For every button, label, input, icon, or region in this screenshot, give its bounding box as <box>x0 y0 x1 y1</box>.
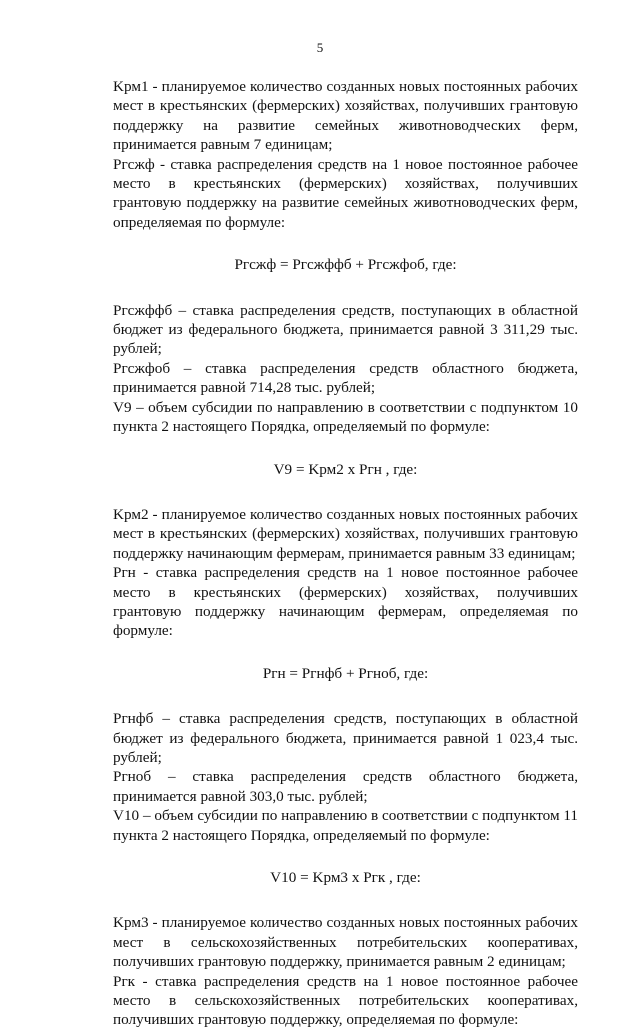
paragraph-pgszhf-ob: Pгсжфоб – ставка распределения средств областного бюджета, принимается равной 714,28 тыс. рублей; <box>113 359 578 397</box>
paragraph-v9: V9 – объем субсидии по направлению в соответствии с подпунктом 10 пункта 2 настоящего Порядка, определяемый по формуле: <box>113 398 578 436</box>
formula-pgn: Pгн = Pгнфб + Pгноб, где: <box>262 664 429 682</box>
paragraph-pgk: Pгк - ставка распределения средств на 1 новое постоянное рабочее место в сельскохозяйственных потребительских кооперативах, получивших грантовую поддержку, определяемая по формуле: <box>113 972 578 1029</box>
paragraph-pgszhf-fb: Pгсжффб – ставка распределения средств, поступающих в областной бюджет из федерального бюджета, принимается равной 3 311,29 тыс. рублей; <box>113 301 578 358</box>
paragraph-pgn-ob: Pгноб – ставка распределения средств областного бюджета, принимается равной 303,0 тыс. рублей; <box>113 768 578 805</box>
page-number: 5 <box>316 40 324 55</box>
document-body <box>113 77 578 1030</box>
formula-pgszhf: Pгсжф = Pгсжффб + Pгсжфоб, где: <box>234 256 457 274</box>
paragraph-pgn-fb: Pгнфб – ставка распределения средств, поступающих в областной бюджет из федерального бюджета, принимается равной 1 023,4 тыс. рублей; <box>113 710 578 766</box>
paragraph-krm1: Kрм1 - планируемое количество созданных новых постоянных рабочих мест в крестьянских (фермерских) хозяйствах, получивших грантовую поддержку на развитие семейных животноводческих ферм, принимается равным 7 единицам; <box>113 78 578 154</box>
paragraph-krm2: Kрм2 - планируемое количество созданных новых постоянных рабочих мест в крестьянских (фермерских) хозяйствах, получивших грантовую поддержку начинающим фермерам, принимается равным 33 единицам; <box>113 505 578 562</box>
paragraph-krm3: Kрм3 - планируемое количество созданных новых постоянных рабочих мест в сельскохозяйственных потребительских кооперативах, получивших грантовую поддержку, принимается равным 2 единицам; <box>113 914 578 971</box>
paragraph-pgszhf: Pгсжф - ставка распределения средств на 1 новое постоянное рабочее место в крестьянских (фермерских) хозяйствах, получивших грантовую поддержку на развитие семейных животноводческих ферм, определяемая по формуле: <box>113 155 578 231</box>
formula-v9: V9 = Kрм2 x Pгн , где: <box>273 460 418 478</box>
paragraph-pgn: Pгн - ставка распределения средств на 1 новое постоянное рабочее место в крестьянских (фермерских) хозяйствах, получивших грантовую поддержку начинающим фермерам, определяемая по формуле: <box>113 564 578 640</box>
formula-v10: V10 = Kрм3 x Pгк , где: <box>270 869 421 886</box>
paragraph-v10: V10 – объем субсидии по направлению в соответствии с подпунктом 11 пункта 2 настоящего Порядка, определяемый по формуле: <box>113 807 578 844</box>
